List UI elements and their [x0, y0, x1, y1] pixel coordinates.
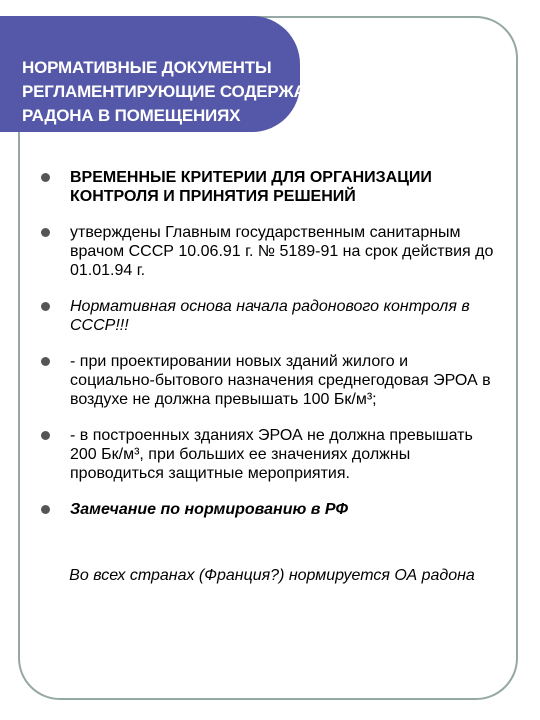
bullet-item — [34, 500, 494, 519]
bullet-item — [34, 168, 494, 206]
title-line-2: РЕГЛАМЕНТИРУЮЩИЕ СОДЕРЖАНИЕ — [22, 82, 341, 101]
note-text: Во всех странах (Франция?) нормируется ОА радона — [69, 567, 475, 584]
bullet-dot-icon — [41, 302, 50, 311]
bullet-list — [34, 168, 494, 536]
bullet-dot-icon — [41, 228, 50, 237]
title-banner — [0, 16, 341, 132]
bullet-dot-icon — [41, 357, 50, 366]
bullet-text: - при проектировании новых зданий жилого и социально-бытового назначения среднегодовая ЭРОА в воздухе не должна превышать 100 Бк/м³; — [70, 353, 491, 408]
bullet-text: ВРЕМЕННЫЕ КРИТЕРИИ ДЛЯ ОРГАНИЗАЦИИ КОНТРОЛЯ И ПРИНЯТИЯ РЕШЕНИЙ — [70, 169, 432, 205]
bullet-item — [34, 297, 494, 335]
bullet-dot-icon — [41, 173, 50, 182]
bullet-item — [34, 352, 494, 409]
bullet-text: утверждены Главным государственным санитарным врачом СССР 10.06.91 г. № 5189-91 на срок действия до 01.01.94 г. — [70, 224, 494, 279]
title-line-1: НОРМАТИВНЫЕ ДОКУМЕНТЫ — [22, 58, 272, 77]
bullet-item — [34, 223, 494, 280]
bullet-dot-icon — [41, 505, 50, 514]
bullet-text: Нормативная основа начала радонового контроля в СССР!!! — [70, 298, 470, 334]
bullet-text: - в построенных зданиях ЭРОА не должна превышать 200 Бк/м³, при больших ее значениях должны проводиться защитные мероприятия. — [70, 427, 473, 482]
title-line-3: РАДОНА В ПОМЕЩЕНИЯХ — [22, 106, 241, 125]
bullet-text: Замечание по нормированию в РФ — [70, 501, 349, 518]
bullet-item — [34, 426, 494, 483]
bullet-dot-icon — [41, 431, 50, 440]
